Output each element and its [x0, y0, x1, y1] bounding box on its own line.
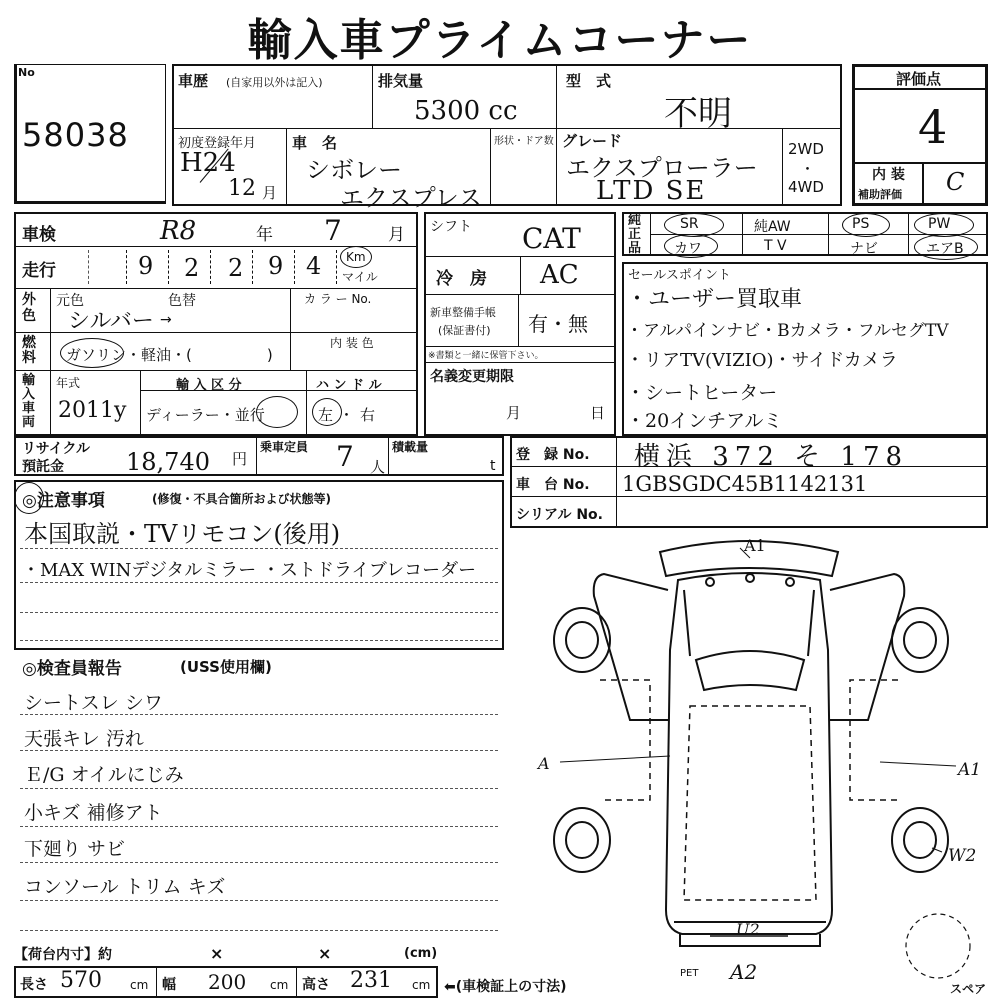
recycle-label1: リサイクル: [22, 441, 91, 457]
divider: [286, 128, 287, 206]
selling-points-label: セールスポイント: [628, 268, 731, 283]
report-sub: (USS使用欄): [180, 658, 272, 676]
drive-4wd: 4WD: [788, 178, 824, 196]
report-rule: [20, 826, 498, 827]
report-rule: [20, 930, 498, 931]
handle-label: ハ ン ド ル: [316, 378, 382, 393]
divider: [520, 256, 521, 294]
mileage-unit-mile: マイル: [342, 270, 378, 284]
handle-value: 左・右: [318, 406, 382, 424]
recycle-value: 18,740: [126, 448, 210, 476]
color-arrow: →: [160, 312, 172, 328]
cargo-height-label: 高さ: [302, 977, 330, 993]
report-rule: [20, 900, 498, 901]
import-year-value: 2011y: [58, 398, 127, 423]
first-reg-month: 12: [228, 176, 256, 201]
digit-sep: [210, 250, 211, 284]
score-label: 評価点: [896, 70, 942, 88]
grade-line2: LTD SE: [596, 176, 707, 206]
divider: [140, 370, 141, 436]
inspection-month-unit: 月: [388, 225, 405, 245]
chassis-value: 1GBSGDC45B1142131: [622, 472, 868, 496]
digit-sep: [126, 250, 127, 284]
notes-sub: (修復・不具合箇所および状態等): [152, 492, 331, 506]
cargo-width-label: 幅: [162, 977, 176, 993]
report-rule: [20, 714, 498, 715]
divider: [14, 288, 418, 289]
genuine-label: 純正品: [628, 213, 642, 256]
import-label: 輸入車両: [22, 373, 36, 430]
import-year-label: 年式: [56, 376, 81, 390]
model-value: 不明: [664, 94, 732, 134]
diagram-w2: W2: [948, 846, 977, 866]
cargo-height-value: 231: [350, 968, 392, 993]
diagram-a1-right: A1: [958, 760, 982, 780]
color-change-label: 色替: [168, 293, 196, 309]
grade-label: グレード: [562, 132, 623, 150]
handle-left-circle: [312, 398, 342, 426]
color-ext-label: 外色: [22, 292, 36, 324]
chassis-label: 車 台 No.: [516, 477, 590, 493]
lot-label: No: [18, 66, 35, 79]
color-orig-label: 元色: [56, 293, 84, 309]
digit-sep: [294, 250, 295, 284]
divider: [372, 64, 373, 128]
cargo-width-cm: cm: [270, 978, 289, 992]
car-name-label: 車 名: [292, 134, 338, 152]
fuel-value: ガソリン・軽油・( ): [66, 346, 273, 364]
color-orig-value: シルバー: [68, 309, 154, 334]
load-unit: t: [490, 458, 496, 474]
diagram-a2: A2: [730, 960, 758, 984]
cargo-note: ⬅(車検証上の寸法): [444, 979, 567, 995]
recycle-label2: 預託金: [22, 459, 64, 475]
cargo-times-1: ×: [210, 944, 224, 963]
divider: [424, 294, 616, 295]
genuine-navi: ナビ: [850, 241, 878, 257]
mileage-digit-1: 9: [138, 252, 154, 280]
note-rule: [20, 548, 498, 549]
inspection-year-unit: 年: [256, 225, 273, 245]
capacity-value: 7: [336, 440, 354, 473]
first-reg-year: H24: [180, 148, 236, 178]
cargo-label: 【荷台内寸】約: [14, 947, 112, 963]
cargo-times-2: ×: [318, 944, 332, 963]
diagram-a-left: A: [538, 754, 550, 773]
mileage-km-circle: [340, 246, 372, 268]
inspection-month: 7: [324, 214, 342, 247]
notes-circle: [14, 482, 44, 514]
first-reg-month-unit: 月: [262, 184, 278, 202]
report-rule: [20, 862, 498, 863]
divider: [50, 288, 51, 436]
shift-value: CAT: [522, 222, 581, 255]
notes-line-2: ・MAX WINデジタルミラー ・ストドライブレコーダー: [22, 560, 477, 581]
car-name-line1: シボレー: [306, 156, 402, 184]
digit-sep: [252, 250, 253, 284]
interior-score-label2: 補助評価: [858, 188, 902, 201]
import-parallel-circle: [256, 396, 298, 428]
note-rule: [20, 612, 498, 613]
fuel-label: 燃料: [22, 335, 36, 366]
serial-label: シリアル No.: [516, 507, 603, 523]
circle-leather: [664, 234, 718, 258]
name-change-day: 日: [590, 404, 606, 422]
mileage-unit-km: Km: [346, 250, 366, 264]
report-line-3: Ｅ/G オイルにじみ: [24, 764, 184, 786]
maintenance-value: 有・無: [528, 312, 588, 336]
mileage-digit-2: 2: [184, 254, 200, 282]
displacement-label: 排気量: [378, 72, 424, 90]
page-title: 輸入車プライムコーナー: [247, 15, 753, 66]
report-line-5: 下廻り サビ: [24, 838, 126, 860]
divider: [296, 966, 297, 998]
interior-color-label: 内 装 色: [330, 336, 374, 350]
import-class-label: 輸 入 区 分: [176, 378, 242, 393]
mileage-digit-5: 4: [306, 252, 322, 280]
name-change-label: 名義変更期限: [430, 369, 514, 385]
selling-point-5: ・20インチアルミ: [626, 410, 783, 432]
car-name-line2: エクスプレス: [340, 184, 483, 212]
divider: [14, 370, 418, 371]
registration-label: 登 録 No.: [516, 447, 590, 463]
inspection-label: 車検: [22, 225, 56, 245]
cargo-unit: (cm): [404, 946, 438, 961]
circle-airbag: [914, 234, 978, 260]
maintenance-label2: (保証書付): [438, 324, 491, 337]
selling-point-2: ・アルパインナビ・Bカメラ・フルセグTV: [626, 321, 949, 341]
diagram-spare: スペア: [950, 982, 987, 996]
cargo-height-cm: cm: [412, 978, 431, 992]
registration-value: 横浜 372 そ 178: [634, 442, 909, 472]
report-label: ◎検査員報告: [22, 659, 122, 679]
report-line-4: 小キズ 補修アト: [24, 802, 163, 824]
model-label: 型 式: [566, 72, 612, 90]
capacity-label: 乗車定員: [260, 440, 309, 454]
report-line-1: シートスレ シワ: [24, 692, 163, 714]
divider: [490, 128, 491, 206]
genuine-aw: 純AW: [754, 219, 791, 235]
genuine-sr: SR: [680, 216, 699, 232]
name-change-month: 月: [506, 404, 522, 422]
divider: [290, 288, 291, 370]
diagram-u2: U2: [736, 920, 760, 939]
maintenance-note: ※書類と一緒に保管下さい。: [428, 351, 544, 361]
divider: [518, 294, 519, 346]
cargo-length-cm: cm: [130, 978, 149, 992]
load-label: 積載量: [392, 440, 429, 454]
genuine-ps: PS: [852, 216, 870, 232]
cargo-length-label: 長さ: [20, 977, 48, 993]
grade-line1: エクスプローラー: [566, 154, 758, 182]
history-sub: (自家用以外は記入): [226, 76, 323, 89]
notes-line-1: 本国取説・TVリモコン(後用): [24, 520, 341, 548]
first-reg-label: 初度登録年月: [178, 136, 257, 151]
divider: [306, 370, 307, 436]
mileage-digit-3: 2: [228, 254, 244, 282]
divider: [172, 128, 842, 129]
interior-score-label1: 内 装: [872, 167, 905, 183]
shape-label: 形状・ドア数: [494, 136, 554, 147]
divider: [424, 362, 616, 363]
divider: [424, 346, 616, 347]
cargo-width-value: 200: [208, 970, 247, 994]
cargo-length-value: 570: [60, 968, 102, 993]
divider: [388, 436, 389, 476]
digit-sep: [168, 250, 169, 284]
shift-label: シフト: [430, 219, 472, 235]
selling-point-4: ・シートヒーター: [626, 382, 778, 404]
diagram-pet: PET: [680, 968, 699, 979]
divider: [922, 162, 924, 206]
drive-2wd: 2WD: [788, 140, 824, 158]
drive-dot: ・: [800, 160, 816, 178]
fuel-gasoline-circle: [60, 338, 124, 368]
mileage-digit-4: 9: [268, 252, 284, 280]
lot-number: 58038: [22, 116, 129, 154]
divider: [782, 128, 783, 206]
divider: [256, 436, 257, 476]
note-rule: [20, 640, 498, 641]
maintenance-label1: 新車整備手帳: [430, 306, 496, 319]
genuine-leather: カワ: [674, 241, 702, 257]
report-line-6: コンソール トリム キズ: [24, 876, 226, 898]
displacement-value: 5300 cc: [414, 96, 518, 126]
notes-label: ◎注意事項: [22, 491, 105, 511]
genuine-tv: T V: [764, 238, 787, 254]
digit-sep: [336, 250, 337, 284]
selling-point-3: ・リアTV(VIZIO)・サイドカメラ: [626, 350, 898, 371]
circle-ps: [842, 213, 890, 237]
report-line-2: 天張キレ 汚れ: [24, 728, 144, 750]
divider: [510, 496, 988, 497]
selling-point-1: ・ユーザー買取車: [626, 287, 803, 312]
score-value: 4: [918, 100, 948, 154]
history-label: 車歴: [178, 72, 209, 90]
divider: [556, 64, 557, 206]
ac-label: 冷 房: [436, 269, 487, 289]
mileage-label: 走行: [22, 261, 56, 281]
report-rule: [20, 788, 498, 789]
import-class-value: ディーラー・並行: [146, 406, 265, 424]
capacity-unit: 人: [370, 458, 386, 476]
report-rule: [20, 750, 498, 751]
note-rule: [20, 582, 498, 583]
color-code-label: カ ラ ー No.: [304, 292, 372, 306]
recycle-unit: 円: [232, 450, 248, 468]
diagram-a1-top: A1: [744, 536, 766, 555]
inspection-era: R8: [160, 216, 197, 246]
interior-score-value: C: [946, 168, 965, 196]
genuine-airbag: エアB: [926, 241, 964, 257]
divider: [156, 966, 157, 998]
divider: [616, 436, 617, 528]
ac-value: AC: [540, 260, 579, 290]
genuine-pw: PW: [928, 216, 951, 232]
